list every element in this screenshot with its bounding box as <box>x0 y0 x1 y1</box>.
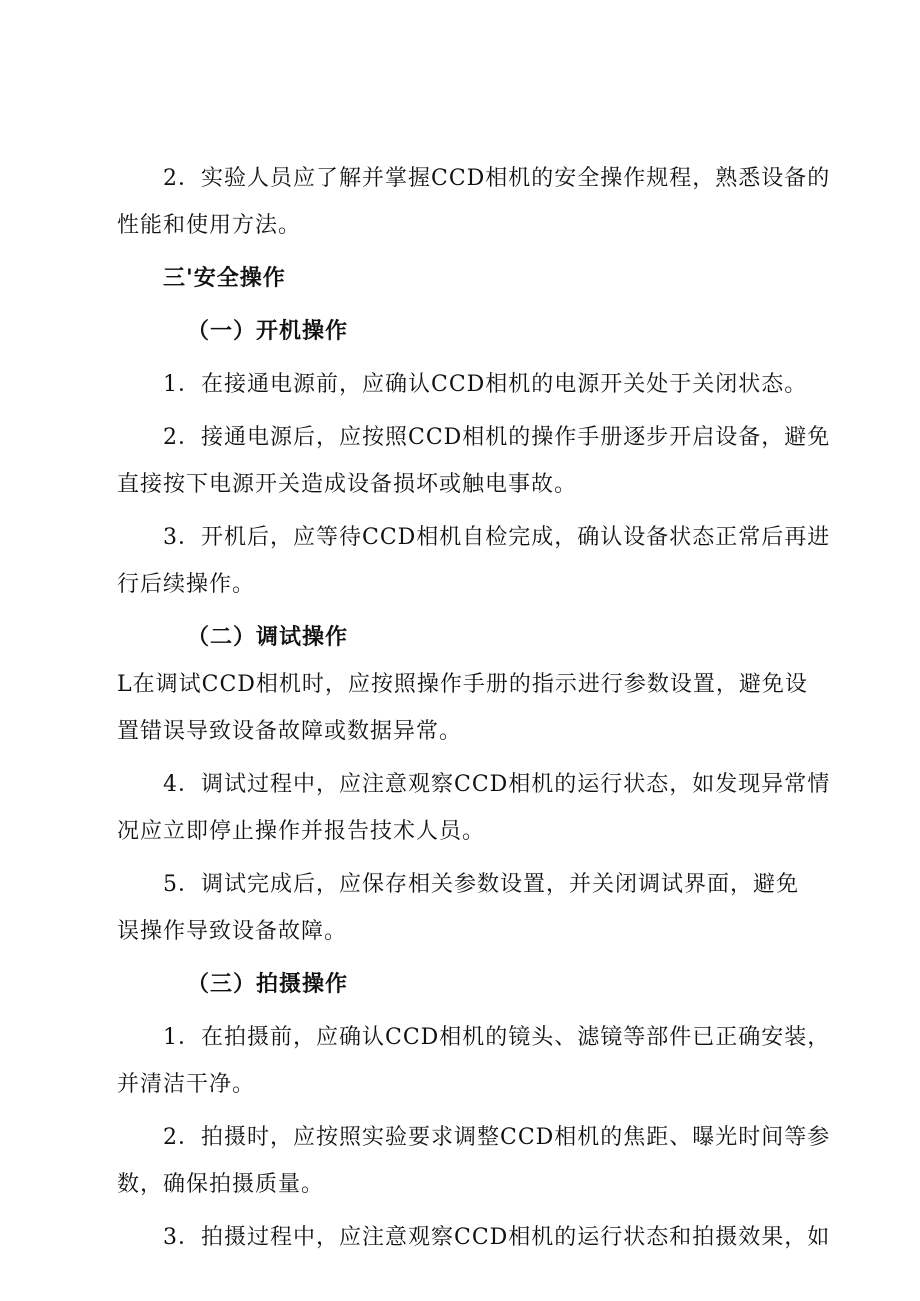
debug-item-4-line-2: 况应立即停止操作并报告技术人员。 <box>117 819 486 844</box>
subsection-heading-debugging: （二）调试操作 <box>187 625 349 650</box>
subsection-heading-startup: （一）开机操作 <box>187 319 349 344</box>
debug-item-5-line-1: 5．调试完成后，应保存相关参数设置，并关闭调试界面，避免 <box>163 872 799 897</box>
startup-item-1: 1．在接通电源前，应确认CCD相机的电源开关处于关闭状态。 <box>163 372 808 397</box>
startup-item-2-line-2: 直接按下电源开关造成设备损坏或触电事故。 <box>117 472 578 497</box>
startup-item-3-line-1: 3．开机后，应等待CCD相机自检完成，确认设备状态正常后再进 <box>163 525 831 550</box>
paragraph-2-line-1: 2．实验人员应了解并掌握CCD相机的安全操作规程，熟悉设备的 <box>163 166 831 191</box>
paragraph-2-line-2: 性能和使用方法。 <box>117 213 302 238</box>
section-heading-safety-operation: 三'安全操作 <box>163 266 286 291</box>
subsection-heading-shooting: （三）拍摄操作 <box>187 972 349 997</box>
shooting-item-2-line-2: 数，确保拍摄质量。 <box>117 1172 325 1197</box>
debug-item-5-line-2: 误操作导致设备故障。 <box>117 919 348 944</box>
shooting-item-3-line-1: 3．拍摄过程中，应注意观察CCD相机的运行状态和拍摄效果，如 <box>163 1225 831 1250</box>
startup-item-2-line-1: 2．接通电源后，应按照CCD相机的操作手册逐步开启设备，避免 <box>163 425 831 450</box>
shooting-item-1-line-1: 1．在拍摄前，应确认CCD相机的镜头、滤镜等部件已正确安装， <box>163 1025 831 1050</box>
startup-item-3-line-2: 行后续操作。 <box>117 572 256 597</box>
document-body <box>117 155 831 1261</box>
debug-item-1-line-2: 置错误导致设备故障或数据异常。 <box>117 719 463 744</box>
debug-item-1-line-1: L在调试CCD相机时，应按照操作手册的指示进行参数设置，避免设 <box>117 672 808 697</box>
shooting-item-2-line-1: 2．拍摄时，应按照实验要求调整CCD相机的焦距、曝光时间等参 <box>163 1125 831 1150</box>
shooting-item-1-line-2: 并清洁干净。 <box>117 1072 256 1097</box>
debug-item-4-line-1: 4．调试过程中，应注意观察CCD相机的运行状态，如发现异常情 <box>163 772 831 797</box>
